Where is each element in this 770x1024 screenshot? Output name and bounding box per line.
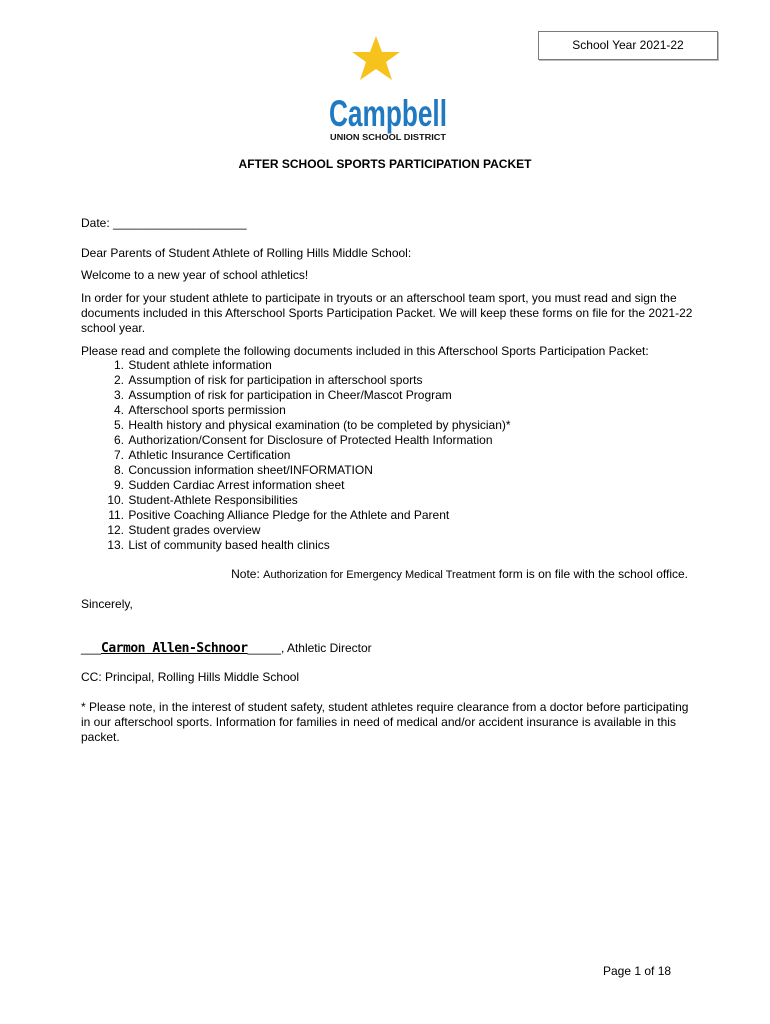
list-item: 3. Assumption of risk for participation in Cheer/Mascot Program bbox=[113, 388, 452, 402]
closing: Sincerely, bbox=[81, 597, 133, 611]
list-item: 4. Afterschool sports permission bbox=[113, 403, 286, 417]
school-year-label: School Year 2021-22 bbox=[572, 38, 684, 52]
school-year-box bbox=[538, 31, 718, 60]
logo-subtitle: UNION SCHOOL DISTRICT bbox=[330, 133, 447, 142]
documents-list bbox=[81, 358, 511, 553]
page-title: AFTER SCHOOL SPORTS PARTICIPATION PACKET bbox=[238, 157, 532, 171]
note-form-name: Authorization for Emergency Medical Treatment bbox=[263, 569, 496, 581]
signature-trailing: _____, Athletic Director bbox=[247, 641, 372, 655]
list-item: 9. Sudden Cardiac Arrest information sheet bbox=[113, 478, 345, 492]
list-item: 5. Health history and physical examination (to be completed by physician)* bbox=[113, 418, 511, 432]
cc-line: CC: Principal, Rolling Hills Middle School bbox=[81, 670, 300, 684]
footnote: * Please note, in the interest of student safety, student athletes require clearance from a doctor before participating in our afterschool sports. Information for families in need of medical and/or accident insurance is available in this packet. bbox=[81, 700, 689, 744]
salutation: Dear Parents of Student Athlete of Rolling Hills Middle School: bbox=[81, 246, 412, 260]
list-item: 8. Concussion information sheet/INFORMATION bbox=[113, 463, 373, 477]
campbell-logo bbox=[318, 34, 458, 146]
list-item: 11. Positive Coaching Alliance Pledge for the Athlete and Parent bbox=[108, 508, 450, 522]
list-item: 2. Assumption of risk for participation in afterschool sports bbox=[113, 373, 423, 387]
list-item: 10. Student-Athlete Responsibilities bbox=[107, 493, 298, 507]
date-line: Date: ____________________ bbox=[81, 216, 247, 230]
logo-wordmark: Campbell bbox=[329, 93, 447, 134]
welcome-text: Welcome to a new year of school athletics! bbox=[81, 268, 309, 282]
signature-line bbox=[81, 641, 372, 656]
note-line bbox=[231, 567, 688, 581]
note-prefix: Note: bbox=[231, 567, 264, 581]
list-item: 7. Athletic Insurance Certification bbox=[113, 448, 291, 462]
list-item: 13. List of community based health clinics bbox=[107, 538, 330, 552]
note-suffix: form is on file with the school office. bbox=[495, 567, 688, 581]
signature-name: Carmon Allen-Schnoor bbox=[101, 641, 248, 656]
list-item: 12. Student grades overview bbox=[107, 523, 261, 537]
star-icon bbox=[352, 36, 400, 80]
list-intro: Please read and complete the following documents included in this Afterschool Sports Participation Packet: bbox=[81, 344, 649, 358]
intro-paragraph: In order for your student athlete to participate in tryouts or an afterschool team sport, you must read and sign the documents included in this Afterschool Sports Participation Packet. We will keep these forms on file for the 2021-22 school year. bbox=[81, 291, 693, 335]
list-item: 1. Student athlete information bbox=[113, 358, 272, 372]
list-item: 6. Authorization/Consent for Disclosure of Protected Health Information bbox=[113, 433, 493, 447]
page-number: Page 1 of 18 bbox=[603, 964, 672, 978]
signature-leading: ___ bbox=[81, 641, 102, 655]
